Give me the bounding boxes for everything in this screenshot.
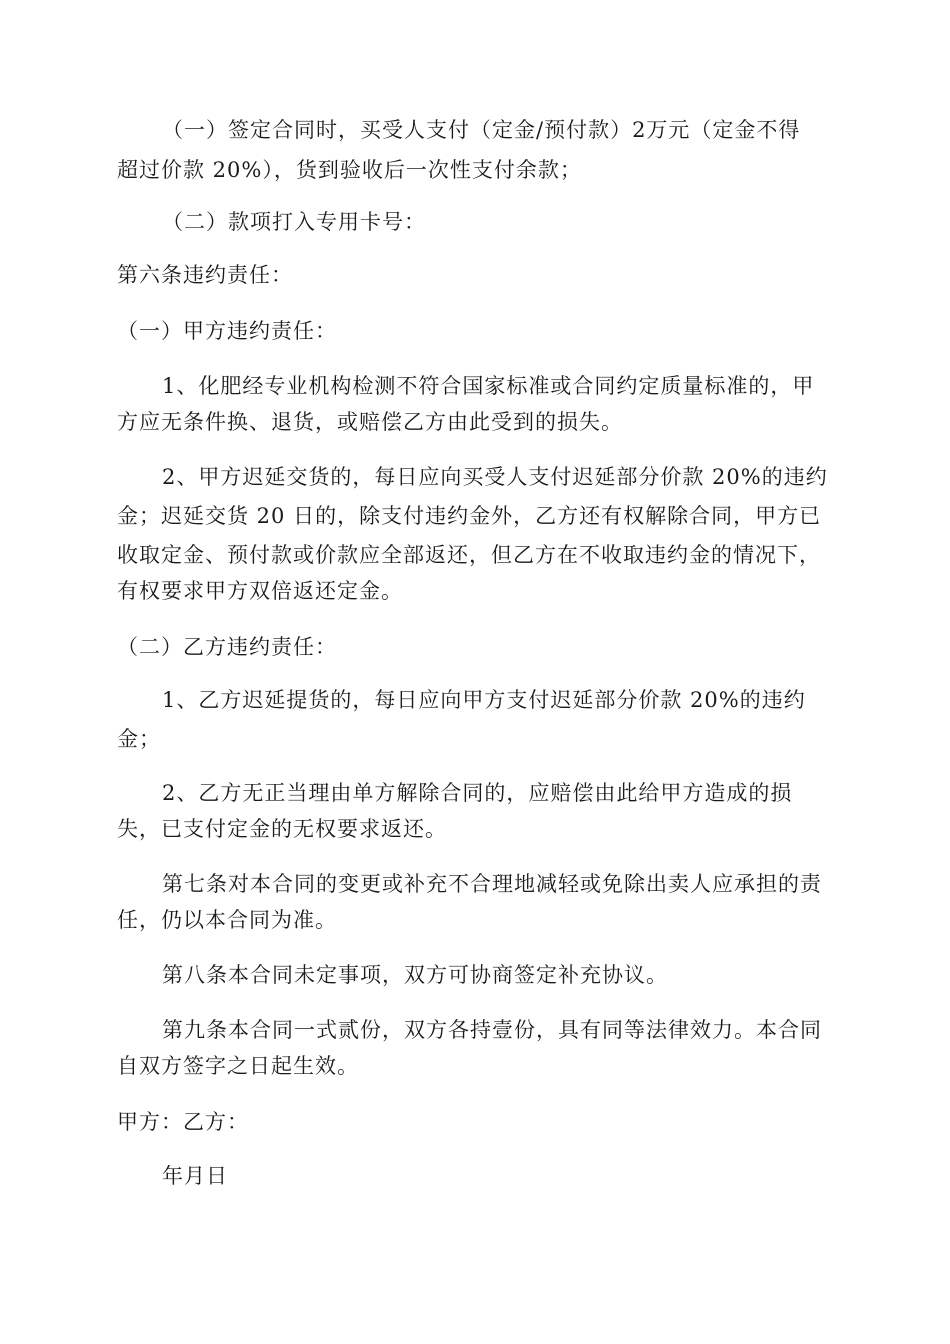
text-line: 超过价款 20%），货到验收后一次性支付余款； [117,158,582,182]
text-line: 任，仍以本合同为准。 [117,908,337,932]
text-line: 收取定金、预付款或价款应全部返还，但乙方在不收取违约金的情况下， [117,543,821,567]
signature-date: 年月日 [162,1164,228,1188]
text-line: 自双方签字之日起生效。 [117,1054,359,1078]
text-line: 失，已支付定金的无权要求返还。 [117,817,447,841]
signature-parties: 甲方：乙方： [117,1110,249,1134]
text-line: 第八条本合同未定事项，双方可协商签定补充协议。 [162,963,668,987]
text-line: 方应无条件换、退货，或赔偿乙方由此受到的损失。 [117,410,623,434]
text-line: 1、化肥经专业机构检测不符合国家标准或合同约定质量标准的，甲 [162,374,815,398]
subsection-heading: （一）甲方违约责任： [117,319,337,343]
text-line: 金；迟延交货 20 日的，除支付违约金外，乙方还有权解除合同，甲方已 [117,504,822,528]
text-line: 第九条本合同一式贰份，双方各持壹份，具有同等法律效力。本合同 [162,1018,822,1042]
text-line: 2、乙方无正当理由单方解除合同的，应赔偿由此给甲方造成的损 [162,781,793,805]
text-line: 1、乙方迟延提货的，每日应向甲方支付迟延部分价款 20%的违约 [162,688,806,712]
section-heading: 第六条违约责任： [117,263,293,287]
text-line: （一）签定合同时，买受人支付（定金/预付款）2万元（定金不得 [162,118,801,142]
text-line: 有权要求甲方双倍返还定金。 [117,579,403,603]
text-line: 金； [117,727,161,751]
text-line: （二）款项打入专用卡号： [162,210,426,234]
subsection-heading: （二）乙方违约责任： [117,635,337,659]
text-line: 2、甲方迟延交货的，每日应向买受人支付迟延部分价款 20%的违约 [162,465,828,489]
text-line: 第七条对本合同的变更或补充不合理地减轻或免除出卖人应承担的责 [162,872,822,896]
